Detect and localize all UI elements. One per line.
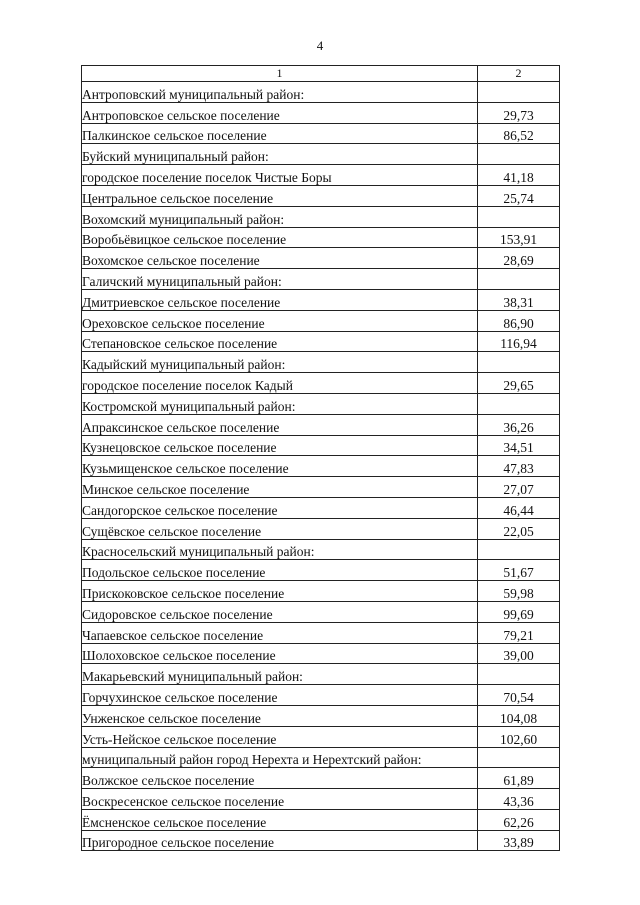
table-row (82, 560, 560, 581)
settlement-value: 51,67 (478, 560, 560, 581)
settlement-value: 25,74 (478, 185, 560, 206)
settlement-value: 36,26 (478, 414, 560, 435)
table-row (82, 435, 560, 456)
column-header-1: 1 (82, 66, 478, 82)
settlement-name: Ореховское сельское поселение (82, 310, 478, 331)
settlement-value: 59,98 (478, 581, 560, 602)
table-row (82, 477, 560, 498)
settlement-value (478, 393, 560, 414)
district-header-row (82, 393, 560, 414)
settlement-name: Палкинское сельское поселение (82, 123, 478, 144)
settlement-value: 41,18 (478, 165, 560, 186)
settlement-value (478, 747, 560, 768)
table-row (82, 809, 560, 830)
district-header-row (82, 82, 560, 103)
settlement-value (478, 269, 560, 290)
district-header-row (82, 664, 560, 685)
settlement-name: Сандогорское сельское поселение (82, 497, 478, 518)
table-row (82, 165, 560, 186)
table-row (82, 643, 560, 664)
table-row (82, 726, 560, 747)
settlement-name: Вохомское сельское поселение (82, 248, 478, 269)
district-name: Галичский муниципальный район: (82, 269, 478, 290)
district-header-row (82, 352, 560, 373)
settlement-value: 47,83 (478, 456, 560, 477)
settlement-name: городское поселение поселок Чистые Боры (82, 165, 478, 186)
settlement-name: Шолоховское сельское поселение (82, 643, 478, 664)
settlement-name: Степановское сельское поселение (82, 331, 478, 352)
settlement-name: Прискоковское сельское поселение (82, 581, 478, 602)
table-row (82, 289, 560, 310)
settlement-value: 43,36 (478, 789, 560, 810)
settlement-name: Воробьёвицкое сельское поселение (82, 227, 478, 248)
settlement-value: 27,07 (478, 477, 560, 498)
table-row (82, 331, 560, 352)
settlement-name: Минское сельское поселение (82, 477, 478, 498)
page-number: 4 (316, 38, 324, 53)
settlement-name: Сущёвское сельское поселение (82, 518, 478, 539)
table-row (82, 227, 560, 248)
settlement-value: 28,69 (478, 248, 560, 269)
settlement-value: 62,26 (478, 809, 560, 830)
table-row (82, 497, 560, 518)
district-name: Вохомский муниципальный район: (82, 206, 478, 227)
settlement-value: 29,73 (478, 102, 560, 123)
table-row (82, 373, 560, 394)
settlement-value: 38,31 (478, 289, 560, 310)
settlement-value: 104,08 (478, 705, 560, 726)
settlement-name: Горчухинское сельское поселение (82, 685, 478, 706)
table-row (82, 248, 560, 269)
settlement-value: 99,69 (478, 601, 560, 622)
settlement-name: Усть-Нейское сельское поселение (82, 726, 478, 747)
settlement-value: 29,65 (478, 373, 560, 394)
settlement-name: Унженское сельское поселение (82, 705, 478, 726)
settlement-value: 116,94 (478, 331, 560, 352)
settlement-name: Пригородное сельское поселение (82, 830, 478, 851)
settlement-value (478, 206, 560, 227)
table-row (82, 123, 560, 144)
settlement-name: Ёмсненское сельское поселение (82, 809, 478, 830)
settlement-name: Чапаевское сельское поселение (82, 622, 478, 643)
settlement-value: 86,90 (478, 310, 560, 331)
table-row (82, 705, 560, 726)
district-name: Буйский муниципальный район: (82, 144, 478, 165)
settlement-value (478, 144, 560, 165)
district-header-row (82, 747, 560, 768)
table-row (82, 414, 560, 435)
table-row (82, 456, 560, 477)
district-header-row (82, 206, 560, 227)
settlement-name: Кузьмищенское сельское поселение (82, 456, 478, 477)
column-header-2: 2 (478, 66, 560, 82)
settlement-name: Апраксинское сельское поселение (82, 414, 478, 435)
table-row (82, 789, 560, 810)
settlement-value: 70,54 (478, 685, 560, 706)
district-header-row (82, 144, 560, 165)
table-row (82, 685, 560, 706)
table-row (82, 310, 560, 331)
settlement-name: Антроповское сельское поселение (82, 102, 478, 123)
settlement-value (478, 82, 560, 103)
district-name: Красносельский муниципальный район: (82, 539, 478, 560)
settlement-value: 33,89 (478, 830, 560, 851)
settlement-name: Волжское сельское поселение (82, 768, 478, 789)
table-header-row (82, 66, 560, 82)
table-row (82, 518, 560, 539)
table-row (82, 581, 560, 602)
settlement-value: 61,89 (478, 768, 560, 789)
settlement-name: Центральное сельское поселение (82, 185, 478, 206)
settlement-name: Дмитриевское сельское поселение (82, 289, 478, 310)
settlement-value: 79,21 (478, 622, 560, 643)
table-row (82, 102, 560, 123)
table-row (82, 830, 560, 851)
table-row (82, 622, 560, 643)
settlement-value: 102,60 (478, 726, 560, 747)
settlement-value (478, 352, 560, 373)
settlement-name: Кузнецовское сельское поселение (82, 435, 478, 456)
district-header-row (82, 539, 560, 560)
settlement-value (478, 664, 560, 685)
settlement-name: Сидоровское сельское поселение (82, 601, 478, 622)
settlement-table (81, 65, 560, 851)
settlement-value: 22,05 (478, 518, 560, 539)
settlement-value: 39,00 (478, 643, 560, 664)
settlement-value: 34,51 (478, 435, 560, 456)
table-row (82, 185, 560, 206)
district-name: Макарьевский муниципальный район: (82, 664, 478, 685)
table-row (82, 601, 560, 622)
settlement-value: 46,44 (478, 497, 560, 518)
district-name: Костромской муниципальный район: (82, 393, 478, 414)
settlement-value: 86,52 (478, 123, 560, 144)
settlement-name: городское поселение поселок Кадый (82, 373, 478, 394)
table-row (82, 768, 560, 789)
district-name: муниципальный район город Нерехта и Нерехтский район: (82, 747, 478, 768)
settlement-name: Подольское сельское поселение (82, 560, 478, 581)
settlement-value (478, 539, 560, 560)
district-name: Антроповский муниципальный район: (82, 82, 478, 103)
district-name: Кадыйский муниципальный район: (82, 352, 478, 373)
settlement-name: Воскресенское сельское поселение (82, 789, 478, 810)
settlement-value: 153,91 (478, 227, 560, 248)
district-header-row (82, 269, 560, 290)
